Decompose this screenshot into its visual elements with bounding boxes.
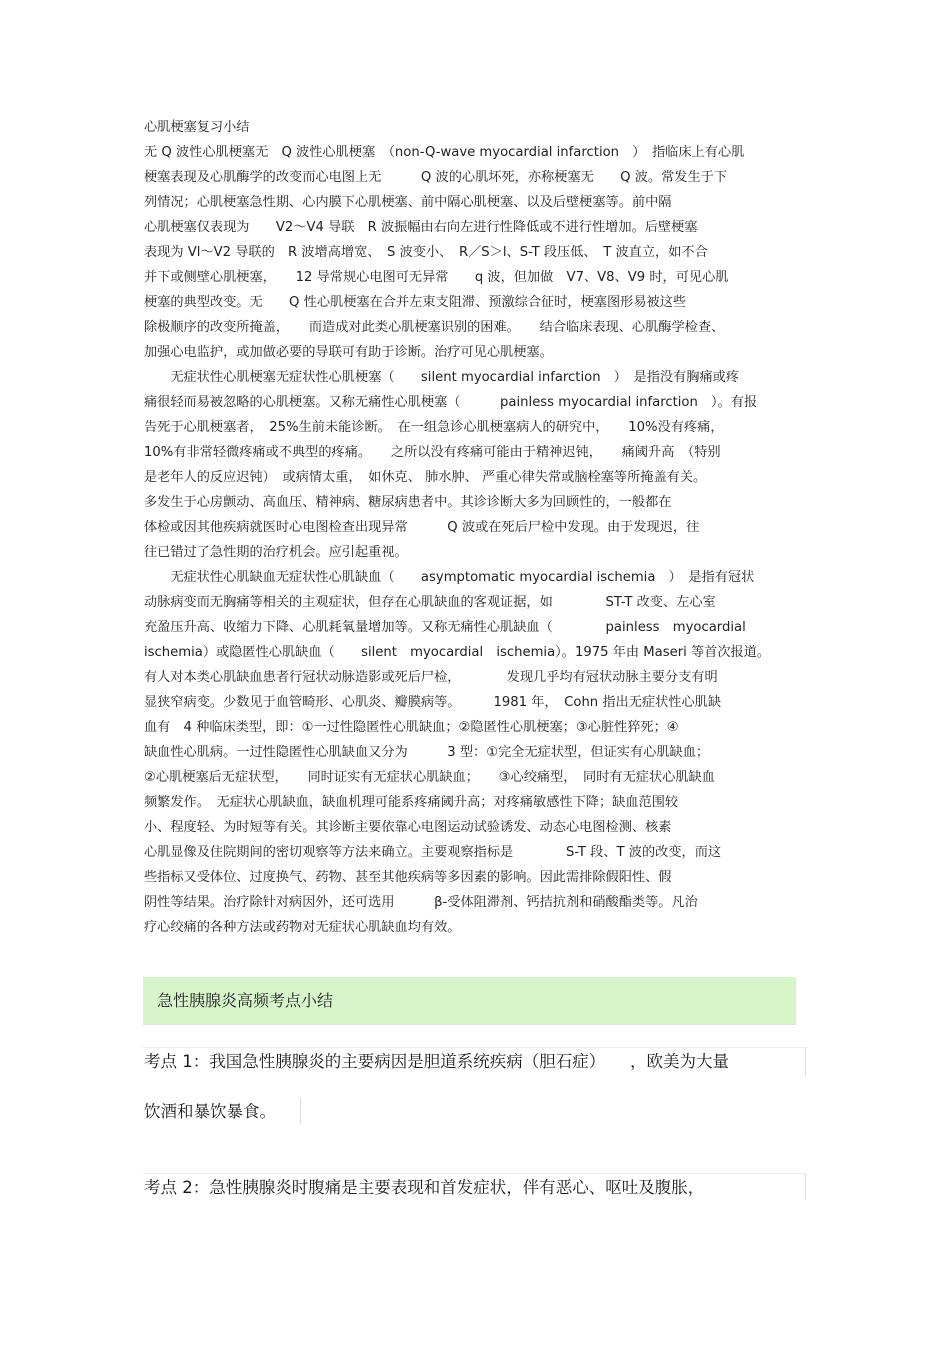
paragraph-line: 疗心绞痛的各种方法或药物对无症状心肌缺血均有效。 bbox=[144, 920, 461, 935]
paragraph-line: 阴性等结果。治疗除针对病因外，还可选用 β-受体阻滞剂、钙拮抗剂和硝酸酯类等。凡治 bbox=[144, 895, 698, 910]
paragraph-line: 心肌显像及住院期间的密切观察等方法来确立。主要观察指标是 S-T 段、T 波的改变，而这 bbox=[144, 845, 722, 860]
paragraph-line: ischemia）或隐匿性心肌缺血（ silent myocardial ischemia）。1975 年由 Maseri 等首次报道。 bbox=[144, 645, 771, 660]
table-border bbox=[805, 1048, 806, 1076]
paragraph-line: 显狭窄病变。少数见于血管畸形、心肌炎、瓣膜病等。 1981 年， Cohn 指出无症状性心肌缺 bbox=[144, 695, 722, 710]
table-border bbox=[143, 1047, 807, 1048]
paragraph-line: 表现为 Vl～V2 导联的 R 波增高增宽、 S 波变小、 R／S＞l、S-T 段压低、 T 波直立，如不合 bbox=[144, 245, 708, 260]
paragraph-line: 动脉病变而无胸痛等相关的主观症状，但存在心肌缺血的客观证据，如 ST-T 改变、左心室 bbox=[144, 595, 716, 610]
paragraph-line: ②心肌梗塞后无症状型， 同时证实有无症状心肌缺血； ③心绞痛型， 同时有无症状心肌缺血 bbox=[144, 770, 715, 785]
paragraph-line: 告死于心肌梗塞者， 25%生前未能诊断。 在一组急诊心肌梗塞病人的研究中， 10%没有疼痛， bbox=[144, 420, 724, 435]
paragraph-line: 缺血性心肌病。一过性隐匿性心肌缺血又分为 3 型：①完全无症状型，但证实有心肌缺血； bbox=[144, 745, 710, 760]
paragraph-line: 10%有非常轻微疼痛或不典型的疼痛。 之所以没有疼痛可能由于精神迟钝， 痛阈升高 （特别 bbox=[144, 445, 721, 460]
paragraph-line: 无症状性心肌缺血无症状性心肌缺血（ asymptomatic myocardial ischemia ） 是指有冠状 bbox=[144, 570, 755, 585]
section-title: 急性胰腺炎高频考点小结 bbox=[157, 991, 334, 1010]
paragraph-line: 并下或侧壁心肌梗塞， 12 导常规心电图可无异常 q 波，但加做 V7、V8、V9 时，可见心肌 bbox=[144, 270, 729, 285]
paragraph-line: 小、程度轻、为时短等有关。其诊断主要依靠心电图运动试验诱发、动态心电图检测、核素 bbox=[144, 820, 672, 835]
paragraph-line: 多发生于心房颤动、高血压、精神病、糖尿病患者中。其诊诊断大多为回顾性的，一般都在 bbox=[144, 495, 672, 510]
key-point-1-line-1: 考点 1：我国急性胰腺炎的主要病因是胆道系统疾病（胆石症） ，欧美为大量 bbox=[144, 1052, 729, 1071]
paragraph-line: 体检或因其他疾病就医时心电图检查出现异常 Q 波或在死后尸检中发现。由于发现迟，往 bbox=[144, 520, 700, 535]
paragraph-line: 充盈压升高、收缩力下降、心肌耗氧量增加等。又称无痛性心肌缺血（ painless myocardial bbox=[144, 620, 746, 635]
section-banner bbox=[143, 977, 796, 1025]
paragraph-line: 血有 4 种临床类型，即：①一过性隐匿性心肌缺血；②隐匿性心肌梗塞；③心脏性猝死；④ bbox=[144, 720, 679, 735]
table-border bbox=[805, 1174, 806, 1200]
key-point-1-line-2: 饮酒和暴饮暴食。 bbox=[144, 1102, 276, 1121]
document-title: 心肌梗塞复习小结 bbox=[144, 120, 250, 135]
paragraph-line: 些指标又受体位、过度换气、药物、甚至其他疾病等多因素的影响。因此需排除假阳性、假 bbox=[144, 870, 672, 885]
paragraph-line: 是老年人的反应迟钝） 或病情太重， 如休克、 肺水肿、 严重心律失常或脑栓塞等所掩盖有关。 bbox=[144, 470, 707, 485]
paragraph-line: 梗塞的典型改变。无 Q 性心肌梗塞在合并左束支阻滞、预激综合征时，梗塞图形易被这些 bbox=[144, 295, 687, 310]
paragraph-line: 无 Q 波性心肌梗塞无 Q 波性心肌梗塞 （non-Q-wave myocardial infarction ） 指临床上有心肌 bbox=[144, 145, 745, 160]
table-border bbox=[143, 1173, 807, 1174]
paragraph-line: 梗塞表现及心肌酶学的改变而心电图上无 Q 波的心肌坏死，亦称梗塞无 Q 波。常发生于下 bbox=[144, 170, 728, 185]
paragraph-line: 心肌梗塞仅表现为 V2～V4 导联 R 波振幅由右向左进行性降低或不进行性增加。后壁梗塞 bbox=[144, 220, 698, 235]
key-point-2-line-1: 考点 2：急性胰腺炎时腹痛是主要表现和首发症状，伴有恶心、呕吐及腹胀， bbox=[144, 1178, 705, 1197]
paragraph-line: 除极顺序的改变所掩盖， 而造成对此类心肌梗塞识别的困难。 结合临床表现、心肌酶学检查、 bbox=[144, 320, 725, 335]
paragraph-line: 频繁发作。 无症状心肌缺血，缺血机理可能系疼痛阈升高；对疼痛敏感性下降；缺血范围较 bbox=[144, 795, 679, 810]
paragraph-line: 往已错过了急性期的治疗机会。应引起重视。 bbox=[144, 545, 408, 560]
paragraph-line: 列情况；心肌梗塞急性期、心内膜下心肌梗塞、前中隔心肌梗塞、以及后壁梗塞等。前中隔 bbox=[144, 195, 672, 210]
paragraph-line: 加强心电监护，或加做必要的导联可有助于诊断。治疗可见心肌梗塞。 bbox=[144, 345, 553, 360]
paragraph-line: 痛很轻而易被忽略的心肌梗塞。又称无痛性心肌梗塞（ painless myocardial infarction ）。有报 bbox=[144, 395, 758, 410]
paragraph-line: 有人对本类心肌缺血患者行冠状动脉造影或死后尸检， 发现几乎均有冠状动脉主要分支有明 bbox=[144, 670, 718, 685]
table-border bbox=[300, 1098, 301, 1124]
paragraph-line: 无症状性心肌梗塞无症状性心肌梗塞（ silent myocardial infarction ） 是指没有胸痛或疼 bbox=[144, 370, 740, 385]
